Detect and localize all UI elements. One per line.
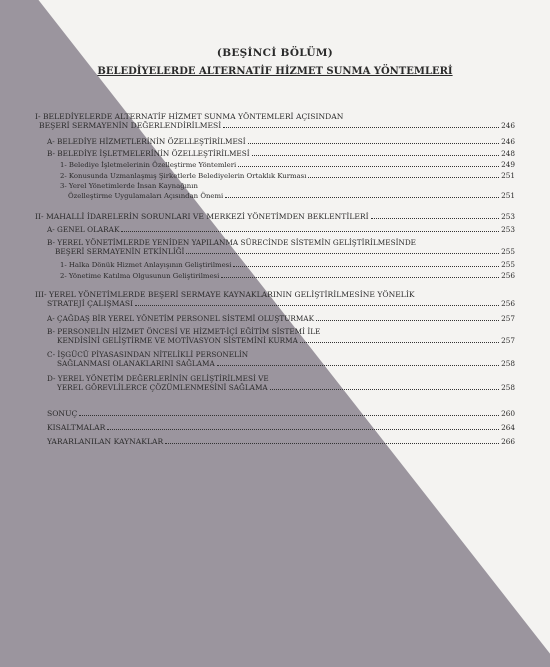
toc-entry-1[interactable] xyxy=(35,112,515,130)
leader-dots xyxy=(270,389,499,390)
page-number: 255 xyxy=(501,247,515,256)
chapter-title-text: BELEDİYELERDE ALTERNATİF HİZMET SUNMA YÖNTEMLERİ xyxy=(97,66,453,77)
toc-entry-10[interactable] xyxy=(60,260,515,270)
leader-dots xyxy=(371,218,499,219)
toc-entry-2[interactable] xyxy=(47,137,515,146)
toc-entry-text: YEREL GÖREVLİLERCE ÇÖZÜMLENMESİNİ SAĞLAMA xyxy=(57,383,268,392)
toc-entry-text: A- ÇAĞDAŞ BİR YEREL YÖNETİM PERSONEL SİSTEMİ OLUŞTURMAK xyxy=(47,314,315,323)
leader-dots xyxy=(79,415,499,416)
toc-entry-text: B- BELEDİYE İŞLETMELERİNİN ÖZELLEŞTİRİLMESİ xyxy=(47,149,250,158)
leader-dots xyxy=(300,342,499,343)
leader-dots xyxy=(165,443,499,444)
toc-entry-text: 2- Konusunda Uzmanlaşmış Şirketlerle Belediyelerin Ortaklık Kurması xyxy=(60,172,307,180)
leader-dots xyxy=(252,155,499,156)
toc-entry-15[interactable] xyxy=(47,350,515,368)
toc-entry-3[interactable] xyxy=(47,149,515,158)
page-number: 256 xyxy=(501,299,515,308)
toc-entry-7[interactable] xyxy=(35,212,515,221)
toc-entry-16[interactable] xyxy=(47,374,515,392)
leader-dots xyxy=(186,253,499,254)
page-number: 251 xyxy=(501,171,515,180)
toc-entry-13[interactable] xyxy=(47,314,515,323)
page-number: 246 xyxy=(501,121,515,130)
leader-dots xyxy=(225,197,499,198)
page-number: 256 xyxy=(501,271,515,280)
toc-entry-text: A- GENEL OLARAK xyxy=(47,225,120,234)
toc-entry-17[interactable] xyxy=(47,409,515,418)
toc-entry-6[interactable] xyxy=(60,182,515,201)
page-number: 257 xyxy=(501,336,515,345)
page-number: 253 xyxy=(501,212,515,221)
leader-dots xyxy=(316,320,499,321)
toc-entry-text: A- BELEDİYE HİZMETLERİNİN ÖZELLEŞTİRİLMESİ xyxy=(47,137,246,146)
toc-entry-text: STRATEJİ ÇALIŞMASI xyxy=(47,299,134,308)
leader-dots xyxy=(135,305,499,306)
toc-entry-text: KENDİSİNİ GELİŞTİRME VE MOTİVASYON SİSTEMİNİ KURMA xyxy=(57,336,298,345)
leader-dots xyxy=(233,266,499,267)
toc-entry-text: III- YEREL YÖNETİMLERDE BEŞERİ SERMAYE KAYNAKLARININ GELİŞTİRİLMESİNE YÖNELİK xyxy=(35,290,415,299)
toc-entry-19[interactable] xyxy=(47,437,515,446)
page-number: 257 xyxy=(501,314,515,323)
toc-entry-text: II- MAHALLİ İDARELERİN SORUNLARI VE MERKEZİ YÖNETİMDEN BEKLENTİLERİ xyxy=(35,212,369,221)
toc-entry-text: B- YEREL YÖNETİMLERDE YENİDEN YAPILANMA SÜRECİNDE SİSTEMİN GELİŞTİRİLMESİNDE xyxy=(47,238,417,247)
leader-dots xyxy=(223,127,499,128)
page-number: 260 xyxy=(501,409,515,418)
leader-dots xyxy=(248,143,499,144)
toc-entry-text: BEŞERİ SERMAYENİN DEĞERLENDİRİLMESİ xyxy=(39,121,222,130)
toc-entry-text: 1- Halka Dönük Hizmet Anlayışının Geliştirilmesi xyxy=(60,261,232,269)
leader-dots xyxy=(107,429,499,430)
toc-entry-text: KISALTMALAR xyxy=(47,423,106,432)
toc-entry-18[interactable] xyxy=(47,423,515,432)
toc-entry-11[interactable] xyxy=(60,271,515,281)
toc-entry-text: 2- Yönetime Katılma Olgusunun Geliştirilmesi xyxy=(60,272,220,280)
page-number: 249 xyxy=(501,160,515,169)
leader-dots xyxy=(308,177,499,178)
toc-entry-text: D- YEREL YÖNETİM DEĞERLERİNİN GELİŞTİRİLMESİ VE xyxy=(47,374,269,383)
page-number: 255 xyxy=(501,260,515,269)
page-number: 246 xyxy=(501,137,515,146)
toc-entry-14[interactable] xyxy=(47,327,515,345)
toc-entry-5[interactable] xyxy=(60,171,515,181)
page-number: 258 xyxy=(501,359,515,368)
page-number: 253 xyxy=(501,225,515,234)
toc-entry-9[interactable] xyxy=(47,238,515,256)
chapter-title xyxy=(0,66,550,77)
page-number: 258 xyxy=(501,383,515,392)
toc-entry-8[interactable] xyxy=(47,225,515,234)
toc-entry-text: Özelleştirme Uygulamaları Açısından Önemi xyxy=(68,192,224,200)
toc-entry-text: B- PERSONELİN HİZMET ÖNCESİ VE HİZMET-İÇİ EĞİTİM SİSTEMİ İLE xyxy=(47,327,321,336)
page-number: 251 xyxy=(501,191,515,200)
toc-entry-text: SONUÇ xyxy=(47,409,78,418)
toc-entry-text: 1- Belediye İşletmelerinin Özelleştirme Yöntemleri xyxy=(60,161,237,169)
toc-entry-4[interactable] xyxy=(60,160,515,170)
toc-entry-text: BEŞERİ SERMAYENİN ETKİNLİĞİ xyxy=(55,247,185,256)
chapter-heading: (BEŞİNCİ BÖLÜM) xyxy=(216,47,334,59)
toc-entry-text: C- İŞGÜCÜ PİYASASINDAN NİTELİKLİ PERSONELİN xyxy=(47,350,249,359)
toc-entry-text: I- BELEDİYELERDE ALTERNATİF HİZMET SUNMA YÖNTEMLERİ AÇISINDAN xyxy=(35,112,344,121)
toc-entry-text: 3- Yerel Yönetimlerde İnsan Kaynağının xyxy=(60,182,198,190)
page-number: 248 xyxy=(501,149,515,158)
toc-entry-12[interactable] xyxy=(35,290,515,308)
leader-dots xyxy=(217,365,499,366)
leader-dots xyxy=(121,231,499,232)
toc-entry-text: YARARLANILAN KAYNAKLAR xyxy=(47,437,164,446)
leader-dots xyxy=(238,166,499,167)
page-number: 266 xyxy=(501,437,515,446)
toc-entry-text: SAĞLANMASI OLANAKLARINI SAĞLAMA xyxy=(57,359,215,368)
leader-dots xyxy=(221,277,499,278)
page-number: 264 xyxy=(501,423,515,432)
